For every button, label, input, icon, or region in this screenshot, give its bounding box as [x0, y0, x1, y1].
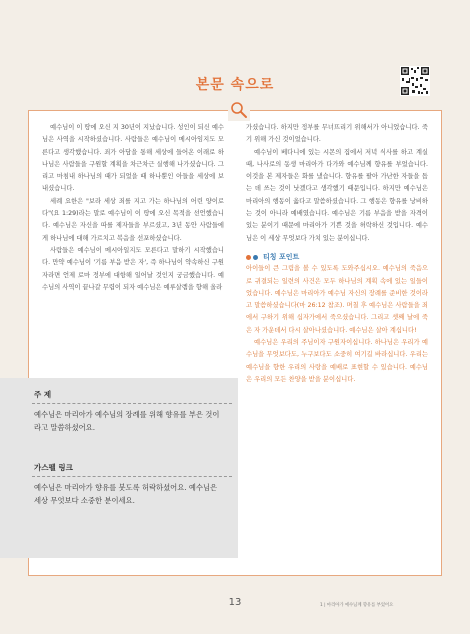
magnifier-icon: [228, 99, 250, 121]
body-paragraph: 세례 요한은 "보라 세상 죄를 지고 가는 하나님의 어린 양이로다"(요 1:29)라는 말로 예수님이 이 땅에 오신 목적을 선언했습니다. 예수님은 자신을 따를 제자들을 부르셨고, 3년 동안 사람들에게 하나님에 대해 가르치고 복음을 선포하셨습니다.: [42, 197, 224, 242]
teaching-point-heading: [246, 251, 428, 263]
page-number: 13: [228, 597, 242, 608]
teaching-point-text-2: 예수님은 우리의 주님이자 구원자이십니다. 하나님은 우리가 예수님을 무엇보다도, 누구보다도 소중히 여기길 바라십니다. 우리는 예수님을 향한 우리의 사랑을 예배로 표현할 수 있습니다. 예수님은 우리의 모든 찬양을 받을 분이십니다.: [246, 339, 428, 383]
right-column: [246, 122, 428, 386]
teaching-point-title: 티칭 포인트: [263, 252, 300, 261]
body-paragraph: 예수님이 베다니에 있는 시몬의 집에서 저녁 식사를 하고 계실 때, 나사로의 동생 마리아가 다가와 예수님께 향유를 부었습니다. 이것을 본 제자들은 화를 냈습니다. 향유를 팔아 가난한 자들을 돕는 데 쓰는 것이 낫겠다고 생각했기 때문입니다. 하지만 예수님은 마리아의 행동이 옳다고 말씀하셨습니다. 그 행동은 향유를 낭비하는 것이 아니라 예배였습니다. 예수님은 기름 부음을 받을 자격이 있는 분이기 때문에 마리아가 기쁜 것을 허락하신 것입니다. 예수님은 이 세상 무엇보다 가치 있는 분이십니다.: [246, 148, 428, 242]
body-paragraph: 예수님이 이 땅에 오신 지 30년이 지났습니다. 성인이 되신 예수님은 사역을 시작하셨습니다. 사람들은 예수님이 메시아임지도 모른다고 생각했습니다. 죄가 아담을 통해 세상에 들어온 이래로 하나님은 사람들을 구원할 계획을 차근차근 실행해 나가셨습니다. 그리고 마침내 하나님의 때가 되었을 때 하나뿐인 아들을 세상에 보내셨습니다.: [42, 124, 225, 193]
qr-code: [400, 66, 430, 96]
divider: [32, 476, 232, 477]
footer-chapter: 1 | 마리아가 예수님께 향유를 부었어요: [320, 603, 394, 608]
gospel-link-text: 예수님은 마리아가 향유를 붓도록 허락하셨어요. 예수님은 세상 무엇보다 소중한 분이세요.: [34, 483, 218, 506]
theme-text: 예수님은 마리아가 예수님의 장례를 위해 향유를 부은 것이라고 말씀하셨어요.: [34, 410, 220, 433]
theme-label: 주 제: [34, 390, 52, 399]
gospel-link-label: 가스펠 링크: [34, 463, 73, 472]
dot-icon: [246, 255, 251, 260]
left-column: [42, 122, 224, 294]
divider: [32, 403, 232, 404]
teaching-point-text: 아이들이 큰 그림을 볼 수 있도록 도와주십시오. 예수님의 죽음으로 귀결되는 일련의 사건은 모두 하나님의 계획 속에 있는 일들이었습니다. 예수님은 마리아가 예수님 자신의 장례를 준비한 것이라고 말씀하셨습니다(마 26:12 참조). 며칠 후 예수님은 사람들을 죄에서 구하기 위해 십자가에서 죽으셨습니다. 그리고 셋째 날에 죽은 자 가운데서 다시 살아나셨습니다. 예수님은 살아 계십니다!: [246, 265, 428, 334]
dot-icon: [253, 255, 258, 260]
body-paragraph: 가셨습니다. 하지만 정부를 무너뜨리기 위해서가 아니었습니다. 죽기 위해 가신 것이었습니다.: [246, 124, 428, 144]
section-title: 본문 속으로: [195, 77, 275, 93]
body-paragraph: 사람들은 예수님이 메시아일지도 모른다고 말하기 시작했습니다. 만약 예수님이 '기름 부음 받은 자', 즉 하나님이 약속하신 구원자라면 언제 로마 정부에 대항해 일어날 것인지 궁금했습니다. 예수님의 사역이 끝나갈 무렵이 되자 예수님은 예루살렘을 향해 올라: [42, 246, 224, 291]
